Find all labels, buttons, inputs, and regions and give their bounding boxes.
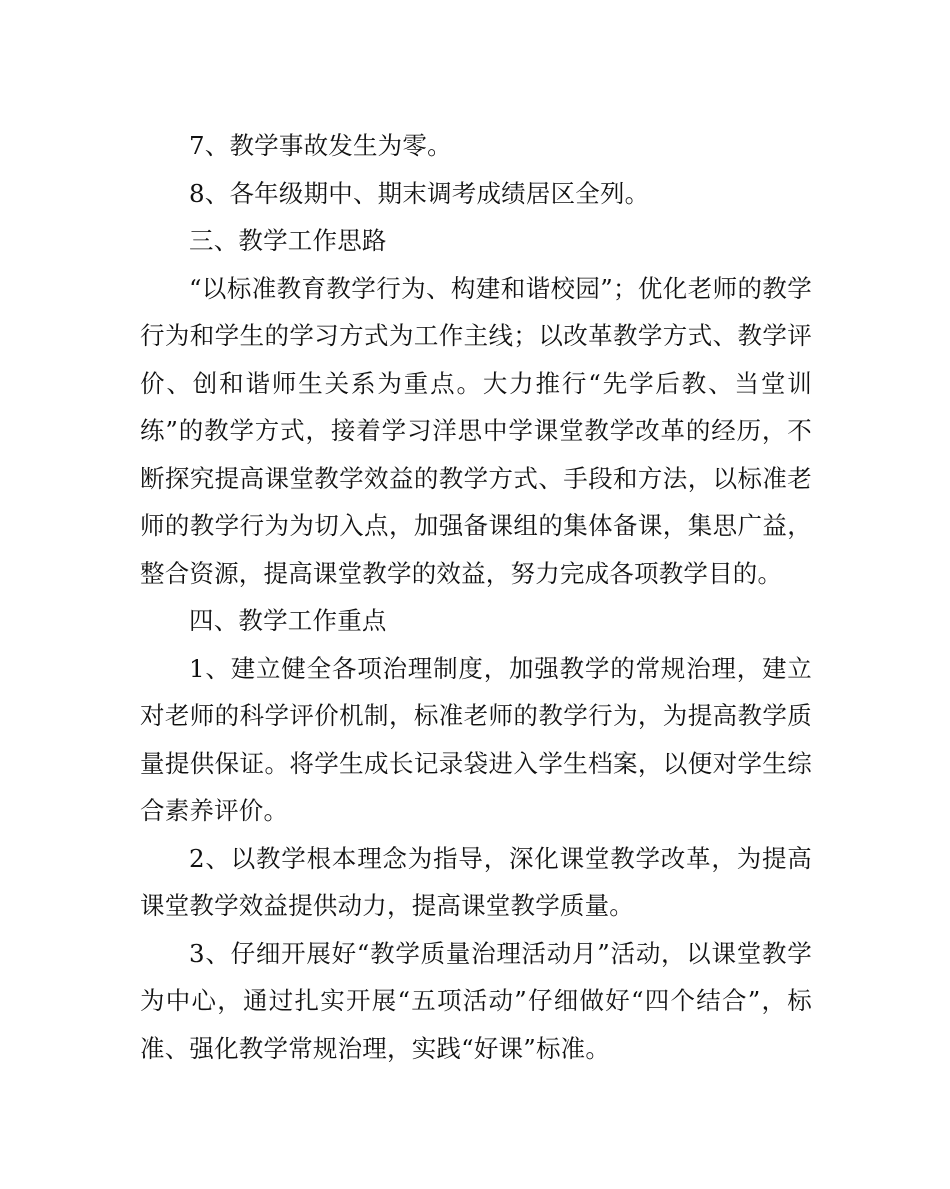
section-heading-teaching-approach: 三、教学工作思路 [189, 226, 387, 255]
paragraph-item-7-zero-incidents: 7、教学事故发生为零。 [189, 131, 452, 160]
paragraph-teaching-approach: “以标准教育教学行为、构建和谐校园”；优化老师的教学行为和学生的学习方式为工作主线；以改革教学方式、教学评价、创和谐师生关系为重点。大力推行“先学后教、当堂训练”的教学方式，接着学习洋思中学课堂教学改革的经历，不断探究提高课堂教学效益的教学方式、手段和方法，以标准老师的教学行为为切入点，加强备课组的集体备课，集思广益，整合资源，提高课堂教学的效益，努力完成各项教学目的。 [140, 273, 812, 588]
paragraph-focus-item-2: 2、以教学根本理念为指导，深化课堂教学改革，为提高课堂教学效益提供动力，提高课堂教学质量。 [140, 843, 812, 920]
paragraph-item-8-exam-ranking: 8、各年级期中、期末调考成绩居区全列。 [189, 178, 650, 208]
section-heading-teaching-focus: 四、教学工作重点 [189, 606, 387, 635]
paragraph-focus-item-3: 3、仔细开展好“教学质量治理活动月”活动，以课堂教学为中心，通过扎实开展“五项活动”仔细做好“四个结合”，标准、强化教学常规治理，实践“好课”标准。 [140, 938, 812, 1063]
document-body [140, 122, 812, 1072]
paragraph-focus-item-1: 1、建立健全各项治理制度，加强教学的常规治理，建立对老师的科学评价机制，标准老师的教学行为，为提高教学质量提供保证。将学生成长记录袋进入学生档案，以便对学生综合素养评价。 [140, 653, 812, 825]
